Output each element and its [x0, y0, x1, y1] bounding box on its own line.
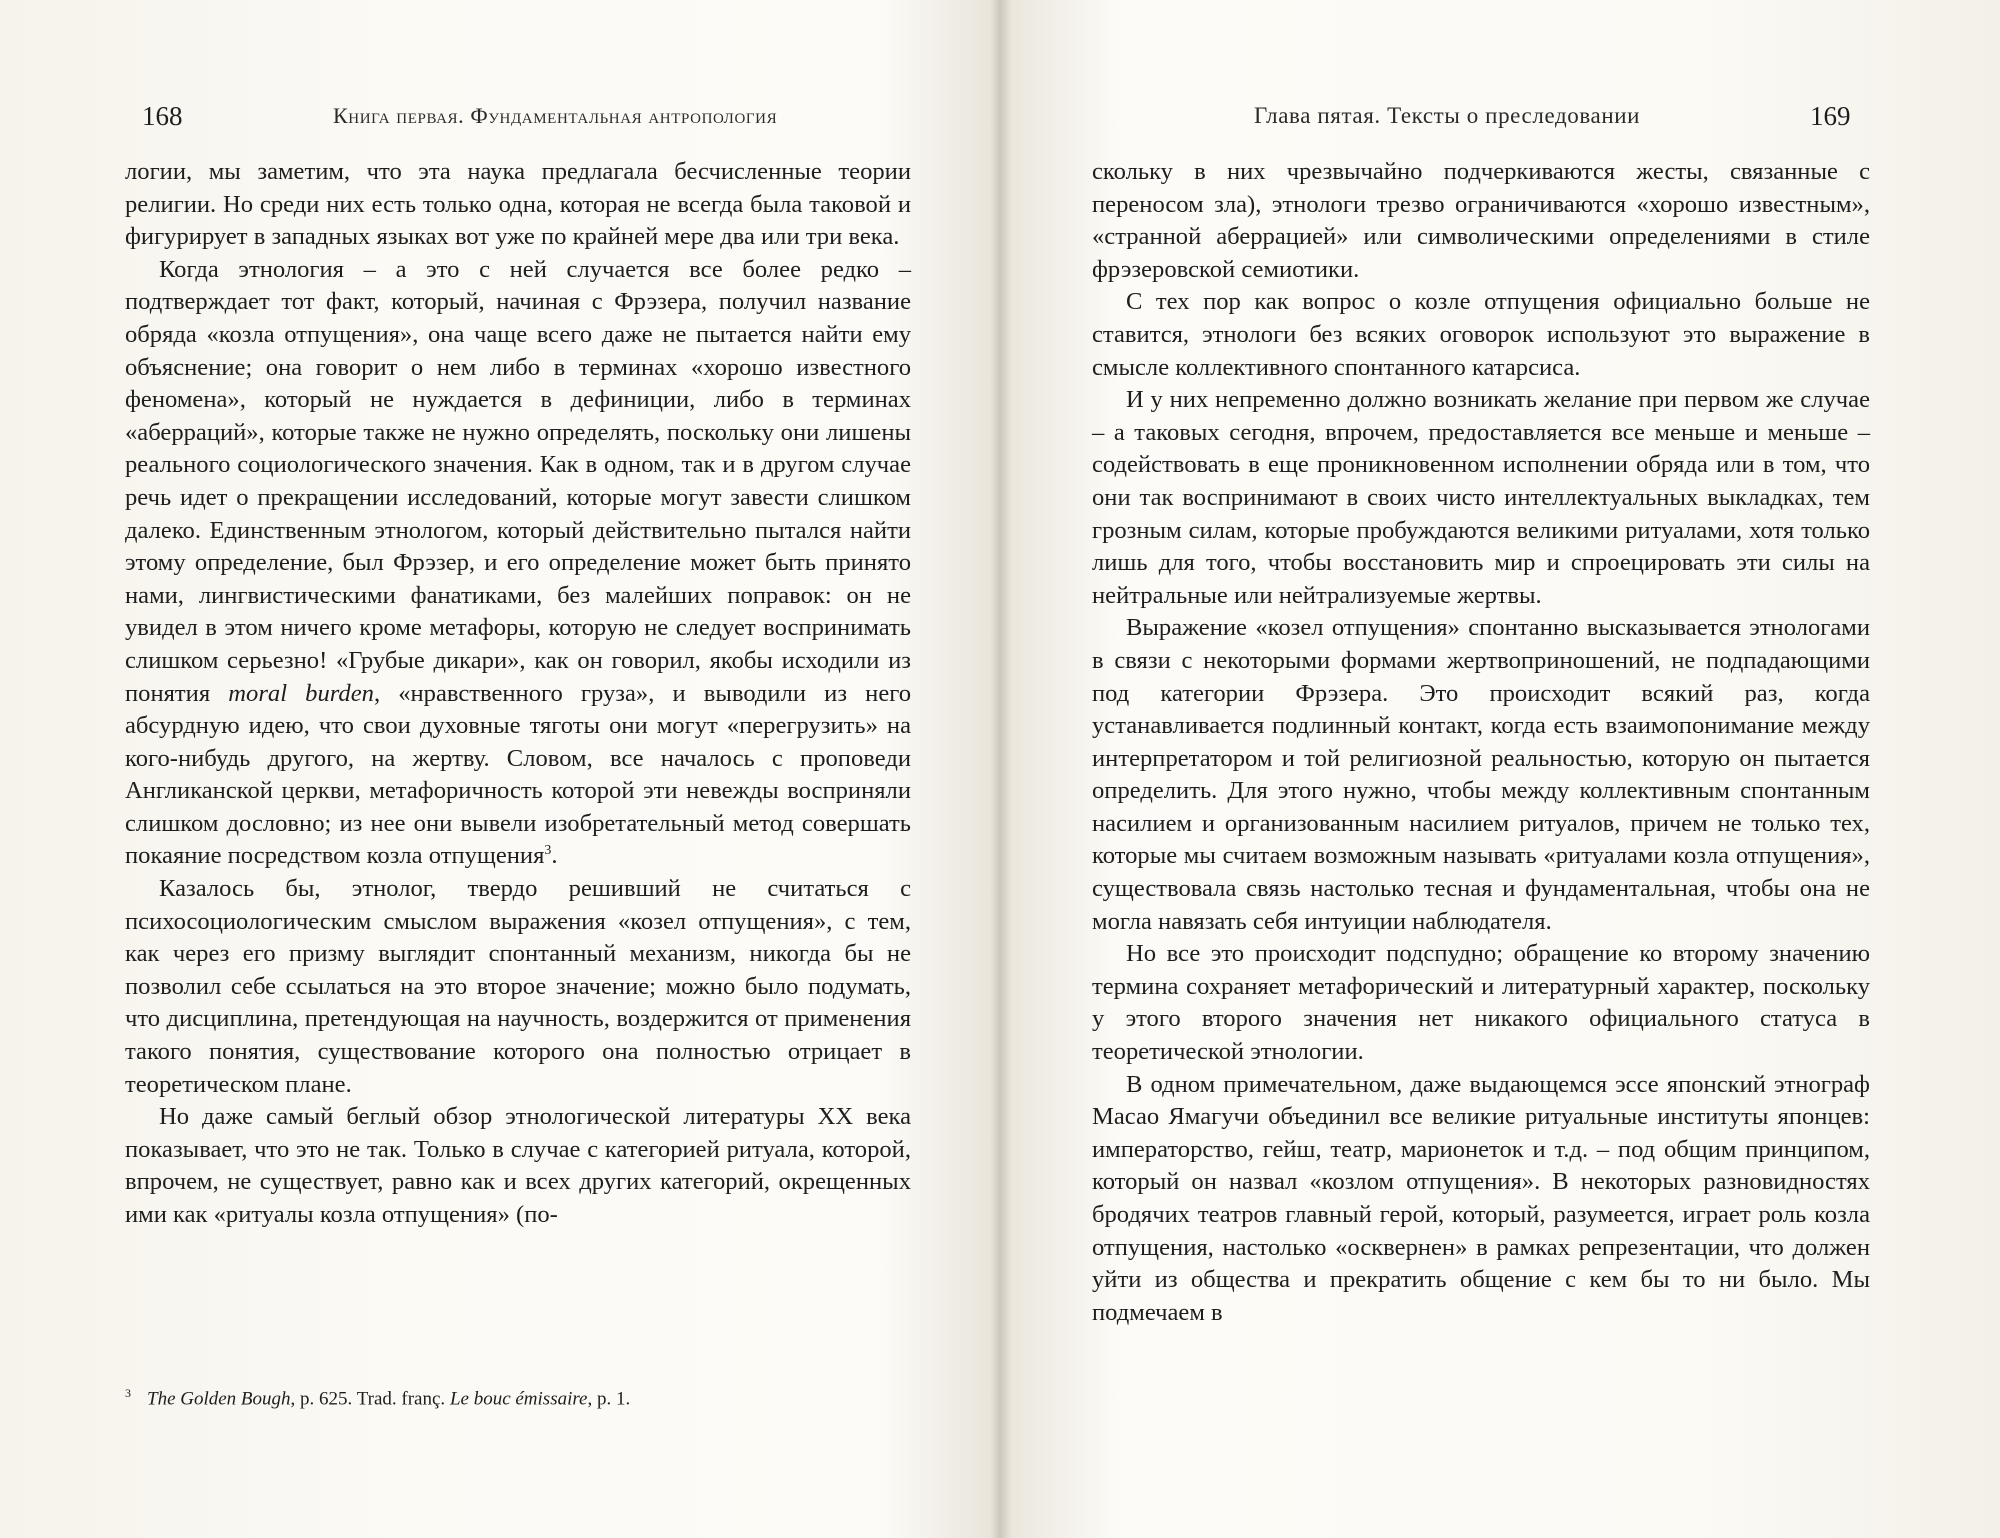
paragraph: Казалось бы, этнолог, твердо решивший не считаться с психосоциологическим смыслом выражения «козел отпущения», с тем, как через его призму выглядит спонтанный механизм, никогда бы не позволил себе ссылаться на это второе значение; можно было подумать, что дисциплина, претендующая на научность, воздержится от применения такого понятия, существование которого она полностью отрицает в теоретическом плане.	[125, 875, 911, 1098]
paragraph: И у них непременно должно возникать желание при первом же случае – а таковых сегодня, впрочем, предоставляется все меньше и меньше – содействовать в еще проникновенном исполнении обряда или в том, что они так воспринимают в своих чисто интеллектуальных выкладках, тем грозным силам, которые пробуждаются великими ритуалами, хотя только лишь для того, чтобы восстановить мир и спроецировать эти силы на нейтральные или нейтрализуемые жертвы.	[1092, 386, 1870, 609]
body-text	[1092, 156, 1870, 1329]
right-page	[1000, 0, 2000, 1538]
paragraph: С тех пор как вопрос о козле отпущения официально больше не ставится, этнологи без всяких оговорок используют это выражение в смысле коллективного спонтанного катарсиса.	[1092, 288, 1870, 381]
paragraph-text: , «нравственного груза», и выводили из него абсурдную идею, что свои духовные тяготы они могут «перегрузить» на кого-нибудь другого, на жертву. Словом, все началось с проповеди Англиканской церкви, метафоричность которой эти невежды восприняли слишком дословно; из нее они вывели изобретательный метод совершать покаяние посредством козла отпущения	[125, 679, 912, 870]
paragraph-text: .	[551, 842, 558, 870]
page-number: 169	[1810, 101, 1851, 131]
footnote-translation-title: Le bouc émissaire	[449, 1388, 588, 1410]
running-head	[1000, 96, 2000, 136]
footnote-page: , p. 1.	[587, 1388, 631, 1410]
paragraph: Но даже самый беглый обзор этнологической литературы XX века показывает, что это не так. Только в случае с категорией ритуала, которой, впрочем, не существует, равно как и всех других категорий, окрещенных ими как «ритуалы козла отпущения» (по-	[125, 1103, 911, 1228]
page-number: 168	[142, 101, 183, 131]
footnote	[125, 1380, 911, 1412]
footnote-source-title: The Golden Bough	[147, 1388, 291, 1410]
running-head-title: Книга первая. Фундаментальная антропология	[333, 103, 778, 128]
running-head	[0, 96, 1000, 136]
paragraph: скольку в них чрезвычайно подчеркиваются жесты, связанные с переносом зла), этнологи трезво ограничиваются «хорошо известным», «странной аберрацией» или символическими определениями в стиле фрэзеровской семиотики.	[1092, 158, 1870, 283]
paragraph-text: Когда этнология – а это с ней случается все более редко – подтверждает тот факт, который, начиная с Фрэзера, получил название обряда «козла отпущения», она чаще всего даже не пытается найти ему объяснение; она говорит о нем либо в терминах «хорошо известного феномена», который не нуждается в дефиниции, либо в терминах «аберраций», которые также не нужно определять, поскольку они лишены реального социологического значения. Как в одном, так и в другом случае речь идет о прекращении исследований, которые могут завести слишком далеко. Единственным этнологом, который действительно пытался найти этому определение, был Фрэзер, и его определение может быть принято нами, лингвистическими фанатиками, без малейших поправок: он не увидел в этом ничего кроме метафоры, которую не следует воспринимать слишком серьезно! «Грубые дикари», как он говорил, якобы исходили из понятия	[125, 255, 911, 707]
paragraph	[125, 254, 911, 873]
body-text	[125, 156, 911, 1232]
paragraph: логии, мы заметим, что эта наука предлагала бесчисленные теории религии. Но среди них есть только одна, которая не всегда была таковой и фигурирует в западных языках вот уже по крайней мере два или три века.	[125, 158, 911, 251]
paragraph: В одном примечательном, даже выдающемся эссе японский этнограф Масао Ямагучи объединил все великие ритуальные институты японцев: императорство, гейш, театр, марионеток и т.д. – под общим принципом, который он назвал «козлом отпущения». В некоторых разновидностях бродячих театров главный герой, который, разумеется, играет роль козла отпущения, настолько «осквернен» в рамках репрезентации, что должен уйти из общества и прекратить общение с кем бы то ни было. Мы подмечаем в	[1092, 1070, 1870, 1326]
footnote-reference-text: , p. 625. Trad. franç.	[290, 1388, 446, 1410]
paragraph: Но все это происходит подспудно; обращение ко второму значению термина сохраняет метафорический и литературный характер, поскольку у этого второго значения нет никакого официального статуса в теоретической этнологии.	[1092, 940, 1870, 1066]
italic-term: moral burden	[228, 679, 374, 707]
footnote-mark: 3	[125, 1386, 131, 1400]
running-head-title: Глава пятая. Тексты о преследовании	[1254, 103, 1641, 128]
paragraph: Выражение «козел отпущения» спонтанно высказывается этнологами в связи с некоторыми формами жертвоприношений, не подпадающими под категории Фрэзера. Это происходит всякий раз, когда устанавливается подлинный контакт, когда есть взаимопонимание между интерпретатором и той религиозной реальностью, которую он пытается определить. Для этого нужно, чтобы между коллективным спонтанным насилием и организованным насилием ритуалов, причем не только тех, которые мы считаем возможным называть «ритуалами козла отпущения», существовала связь настолько тесная и фундаментальная, чтобы она не могла навязать себя интуиции наблюдателя.	[1092, 614, 1870, 935]
footnote-reference[interactable]: 3	[544, 843, 552, 859]
